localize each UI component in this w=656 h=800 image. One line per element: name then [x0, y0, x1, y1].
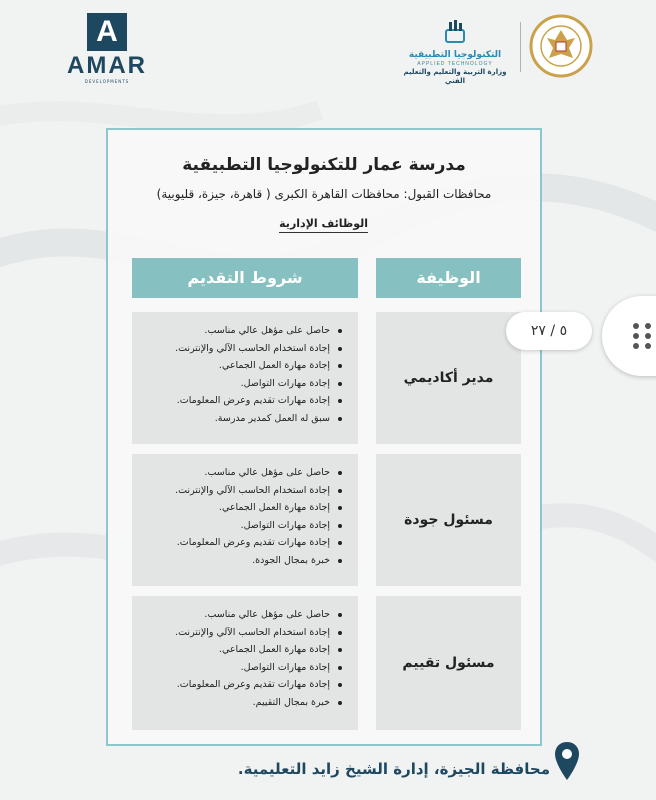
column-header-requirements: شروط التقديم — [132, 258, 358, 298]
requirements-cell-2 — [132, 596, 358, 730]
job-cell-2: مسئول تقييم — [376, 596, 521, 730]
drag-handle-icon — [632, 322, 652, 350]
requirement-item: حاصل على مؤهل عالي مناسب. — [138, 464, 344, 482]
applied-technology-logo — [395, 20, 515, 85]
job-listing-card — [106, 128, 542, 746]
section-title: الوظائف الإدارية — [279, 217, 368, 233]
applied-technology-ar: التكنولوجيا التطبيقية — [408, 50, 502, 60]
job-cell-0: مدير أكاديمي — [376, 312, 521, 444]
logo-divider — [520, 22, 521, 72]
requirement-item: إجادة مهارات تقديم وعرض المعلومات. — [138, 392, 344, 410]
requirement-item: حاصل على مؤهل عالي مناسب. — [138, 322, 344, 340]
applied-technology-logo-icon — [444, 20, 466, 44]
amar-logo-name: AMAR — [67, 52, 147, 79]
requirement-item: سبق له العمل كمدير مدرسة. — [138, 410, 344, 428]
requirement-item: إجادة مهارات التواصل. — [138, 517, 344, 535]
footer-address: محافظة الجيزة، إدارة الشيخ زايد التعليمية. — [237, 760, 550, 778]
drag-handle[interactable] — [602, 296, 656, 376]
location-pin-icon — [553, 740, 581, 788]
applied-technology-en: APPLIED TECHNOLOGY — [417, 61, 493, 67]
requirements-cell-0 — [132, 312, 358, 444]
requirement-item: إجادة مهارة العمل الجماعي. — [138, 641, 344, 659]
page-indicator[interactable]: ٥ / ٢٧ — [506, 312, 592, 350]
ministry-seal-icon — [529, 14, 593, 78]
requirement-item: إجادة استخدام الحاسب الآلي والإنترنت. — [138, 624, 344, 642]
requirement-item: إجادة استخدام الحاسب الآلي والإنترنت. — [138, 482, 344, 500]
requirement-item: إجادة مهارات تقديم وعرض المعلومات. — [138, 534, 344, 552]
requirement-item: حاصل على مؤهل عالي مناسب. — [138, 606, 344, 624]
requirement-item: إجادة مهارات التواصل. — [138, 659, 344, 677]
column-header-job: الوظيفة — [376, 258, 521, 298]
amar-logo-icon: A — [87, 13, 127, 51]
requirement-item: خبرة بمجال الجودة. — [138, 552, 344, 570]
ministry-name: وزارة التربية والتعليم والتعليم الفني — [403, 68, 507, 85]
admission-governorates: محافظات القبول: محافظات القاهرة الكبرى ( قاهرة، جيزة، قليوبية) — [156, 187, 492, 201]
requirement-item: إجادة مهارات التواصل. — [138, 375, 344, 393]
requirements-cell-1 — [132, 454, 358, 586]
school-title: مدرسة عمار للتكنولوجيا التطبيقية — [182, 155, 466, 175]
requirement-item: إجادة استخدام الحاسب الآلي والإنترنت. — [138, 340, 344, 358]
amar-logo — [66, 13, 148, 85]
requirement-item: إجادة مهارة العمل الجماعي. — [138, 357, 344, 375]
job-cell-1: مسئول جودة — [376, 454, 521, 586]
requirement-item: خبرة بمجال التقييم. — [138, 694, 344, 712]
requirement-item: إجادة مهارات تقديم وعرض المعلومات. — [138, 676, 344, 694]
amar-logo-subtitle: DEVELOPMENTS — [84, 79, 130, 84]
requirement-item: إجادة مهارة العمل الجماعي. — [138, 499, 344, 517]
